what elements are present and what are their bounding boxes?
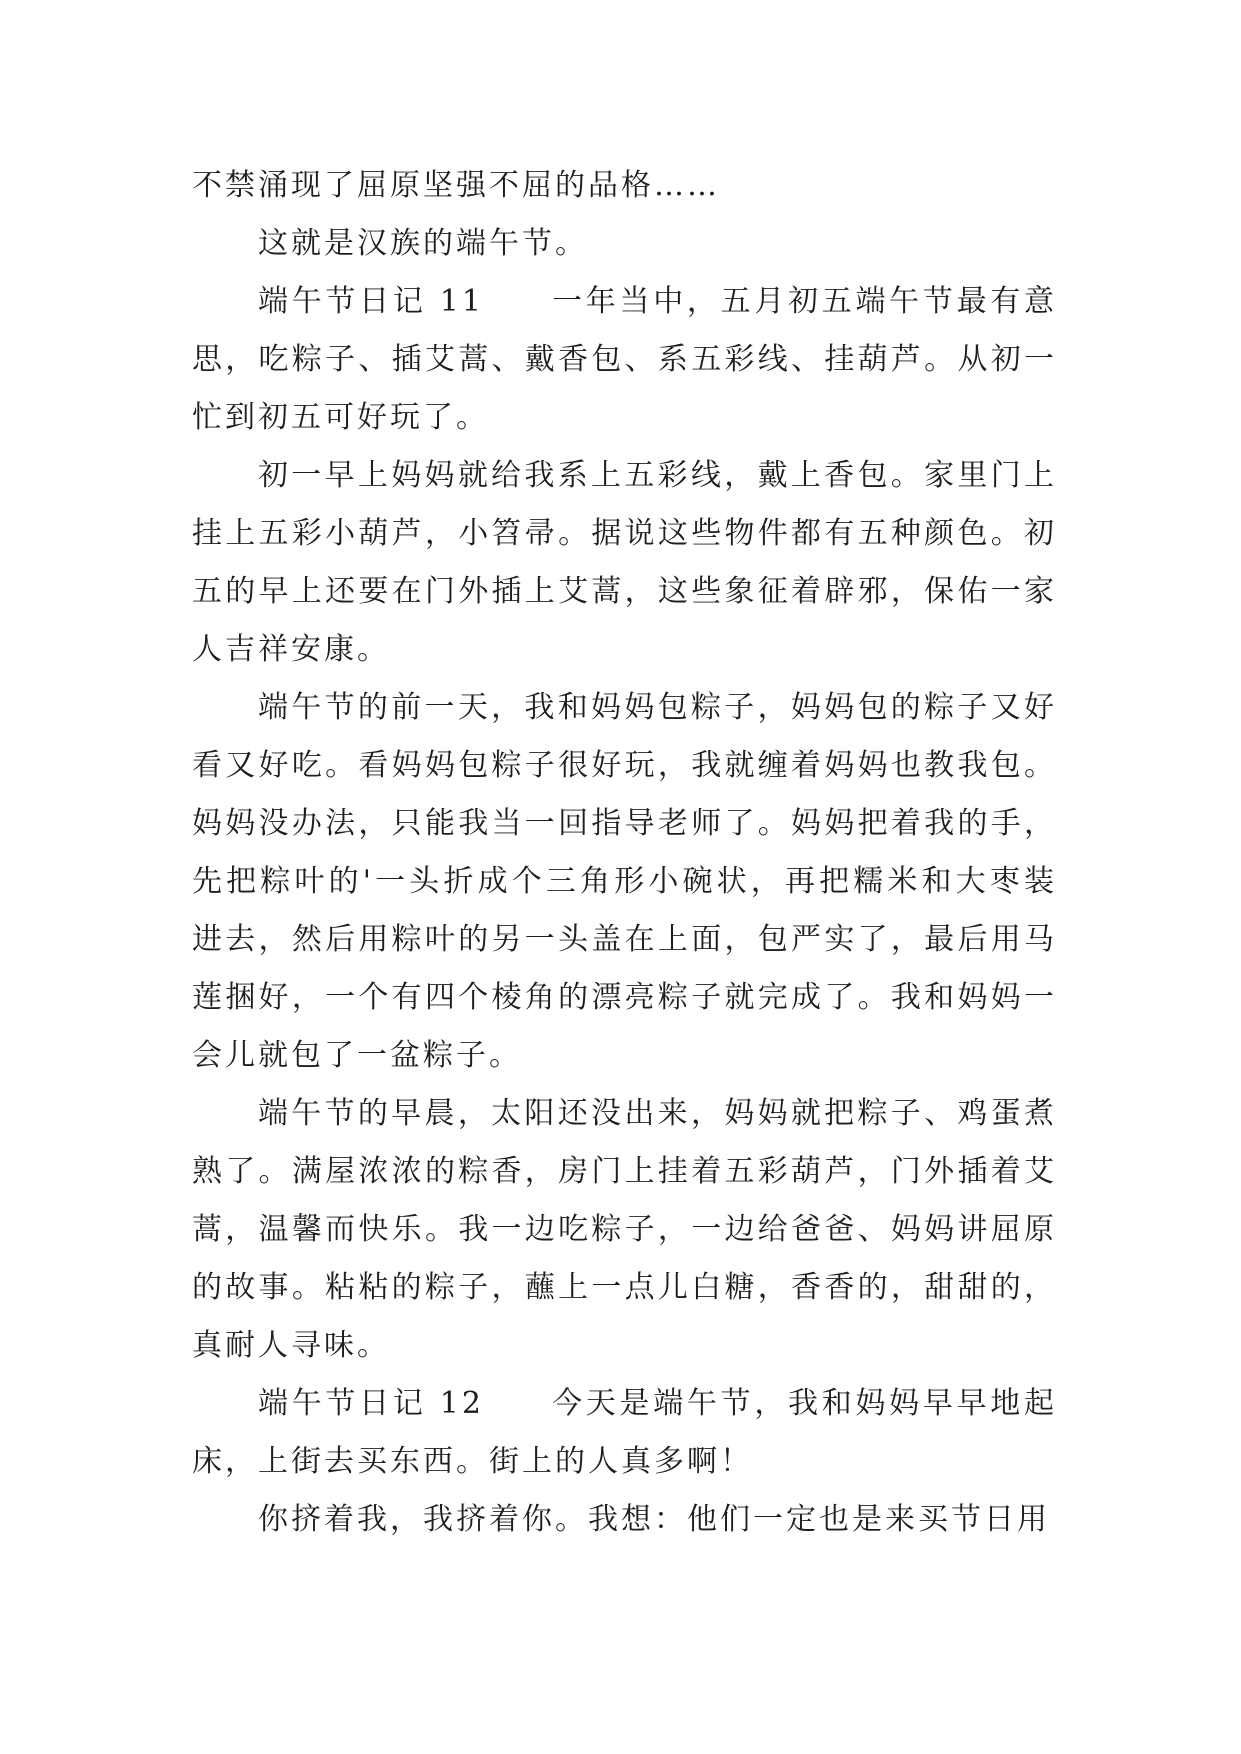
paragraph-diary-12: 端午节日记 12 今天是端午节，我和妈妈早早地起床，上街去买东西。街上的人真多啊！ — [192, 1386, 1057, 1479]
paragraph: 端午节的早晨，太阳还没出来，妈妈就把粽子、鸡蛋煮熟了。满屋浓浓的粽香，房门上挂着五彩葫芦，门外插着艾蒿，温馨而快乐。我一边吃粽子，一边给爸爸、妈妈讲屈原的故事。粘粘的粽子，蘸上一点儿白糖，香香的，甜甜的，真耐人寻味。 — [192, 1096, 1057, 1363]
paragraph: 初一早上妈妈就给我系上五彩线，戴上香包。家里门上挂上五彩小葫芦，小笤帚。据说这些物件都有五种颜色。初五的早上还要在门外插上艾蒿，这些象征着辟邪，保佑一家人吉祥安康。 — [192, 458, 1057, 667]
paragraph: 端午节的前一天，我和妈妈包粽子，妈妈包的粽子又好看又好吃。看妈妈包粽子很好玩，我就缠着妈妈也教我包。妈妈没办法，只能我当一回指导老师了。妈妈把着我的手，先把粽叶的'一头折成个三角形小碗状，再把糯米和大枣装进去，然后用粽叶的另一头盖在上面，包严实了，最后用马莲捆好，一个有四个棱角的漂亮粽子就完成了。我和妈妈一会儿就包了一盆粽子。 — [192, 690, 1057, 1073]
paragraph: 你挤着我，我挤着你。我想：他们一定也是来买节日用 — [258, 1502, 1050, 1537]
document-body — [192, 157, 1057, 1549]
paragraph-diary-11: 端午节日记 11 一年当中，五月初五端午节最有意思，吃粽子、插艾蒿、戴香包、系五彩线、挂葫芦。从初一忙到初五可好玩了。 — [192, 284, 1057, 435]
paragraph: 这就是汉族的端午节。 — [258, 226, 588, 261]
paragraph-continued: 不禁涌现了屈原坚强不屈的品格…… — [192, 168, 720, 203]
